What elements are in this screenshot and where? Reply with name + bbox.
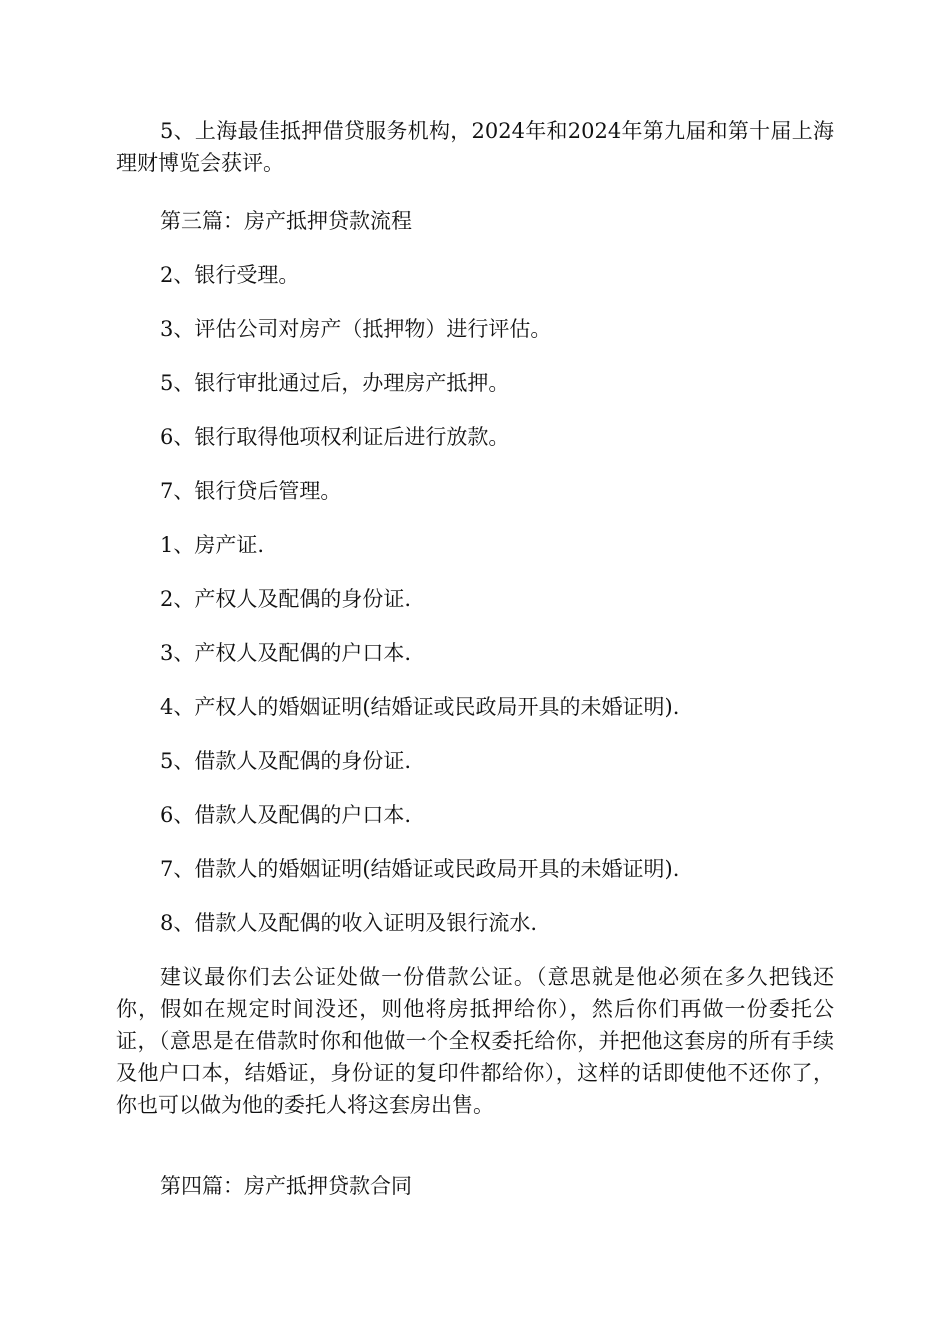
list-item: 5、借款人及配偶的身份证. <box>160 749 412 773</box>
list-item: 7、银行贷后管理。 <box>160 479 342 503</box>
section-heading-3: 第三篇：房产抵押贷款流程 <box>160 209 412 233</box>
list-item: 3、评估公司对房产（抵押物）进行评估。 <box>160 317 552 341</box>
paragraph-award: 5、上海最佳抵押借贷服务机构，2024年和2024年第九届和第十届上海理财博览会获评。 <box>116 119 834 175</box>
list-item: 2、产权人及配偶的身份证. <box>160 587 412 611</box>
list-item: 7、借款人的婚姻证明(结婚证或民政局开具的未婚证明). <box>160 857 680 881</box>
list-item: 6、借款人及配偶的户口本. <box>160 803 412 827</box>
list-item: 6、银行取得他项权利证后进行放款。 <box>160 425 510 449</box>
list-item: 3、产权人及配偶的户口本. <box>160 641 412 665</box>
list-item: 8、借款人及配偶的收入证明及银行流水. <box>160 911 538 935</box>
list-item: 2、银行受理。 <box>160 263 300 287</box>
list-item: 4、产权人的婚姻证明(结婚证或民政局开具的未婚证明). <box>160 695 680 719</box>
paragraph-advice: 建议最你们去公证处做一份借款公证。（意思就是他必须在多久把钱还你，假如在规定时间没还，则他将房抵押给你），然后你们再做一份委托公证，（意思是在借款时你和他做一个全权委托给你，并把他这套房的所有手续及他户口本，结婚证，身份证的复印件都给你），这样的话即使他不还你了，你也可以做为他的委托人将这套房出售。 <box>116 965 834 1117</box>
list-item: 5、银行审批通过后，办理房产抵押。 <box>160 371 510 395</box>
section-heading-4: 第四篇：房产抵押贷款合同 <box>160 1174 412 1198</box>
list-item: 1、房产证. <box>160 533 265 557</box>
